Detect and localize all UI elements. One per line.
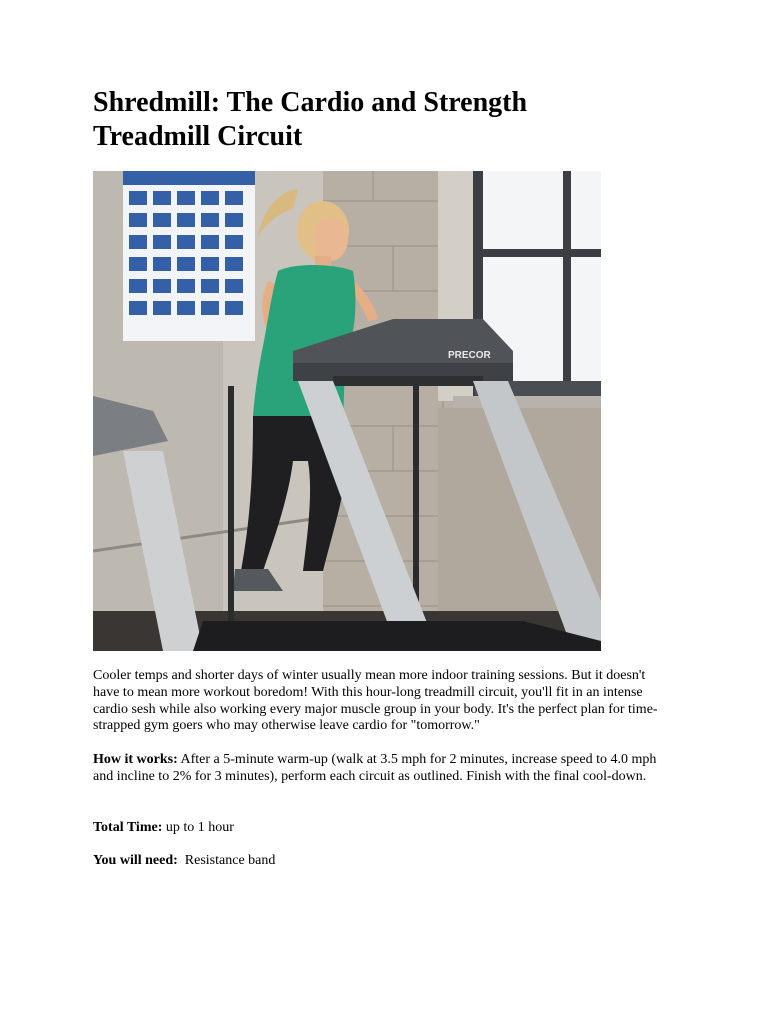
total-time-paragraph [93, 820, 673, 837]
treadmill-photo [93, 171, 601, 651]
title-line-2: Treadmill Circuit [93, 121, 303, 152]
article-title [93, 86, 653, 154]
total-time-value: up to 1 hour [162, 820, 234, 835]
you-will-need-value: Resistance band [177, 853, 276, 868]
title-line-1: Shredmill: The Cardio and Strength [93, 87, 528, 118]
you-will-need-label: You will need: [93, 853, 178, 868]
how-it-works-text: After a 5-minute warm-up (walk at 3.5 mph for 2 minutes, increase speed to 4.0 mph and incline to 2% for 3 minutes), perform each circuit as outlined. Finish with the final cool-down. [93, 752, 657, 784]
how-it-works-paragraph [93, 752, 673, 786]
total-time-label: Total Time: [93, 820, 163, 835]
how-it-works-label: How it works: [93, 752, 178, 767]
intro-paragraph: Cooler temps and shorter days of winter usually mean more indoor training sessions. But it doesn't have to mean more workout boredom! With this hour-long treadmill circuit, you'll fit in an intense cardio sesh while also working every major muscle group in your body. It's the perfect plan for time-strapped gym goers who may otherwise leave cardio for "tomorrow." [93, 668, 658, 734]
you-will-need-paragraph [93, 853, 673, 870]
svg-text:PRECOR: PRECOR [448, 350, 491, 361]
